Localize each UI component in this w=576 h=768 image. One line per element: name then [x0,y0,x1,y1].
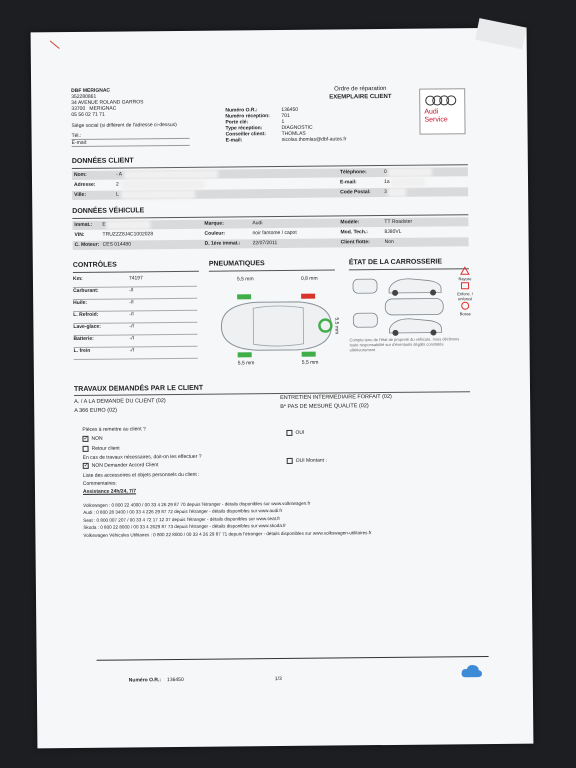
checkbox-icon[interactable] [83,446,89,452]
control-coolant-value: -/I [129,311,134,318]
control-brake-label: L. frein [73,347,91,354]
vehicle-vin-value: TRUZZZ8J4C1002028 [102,231,154,238]
legend-bump: Bosse [459,311,471,317]
option-non-accord[interactable] [83,462,159,469]
redaction [123,181,203,187]
tyre-fl [237,294,251,299]
control-washer-value: -/I [129,323,134,330]
control-fuel-label: Carburant: [73,287,99,295]
audi-brand: Audi [424,108,439,116]
client-phone-value: 0 [383,168,387,176]
client-email-row [340,179,423,186]
order-title: Ordre de réparation [334,85,387,93]
checkbox-checked-icon[interactable]: ✓ [83,462,89,469]
pen-mark [50,40,60,48]
question-works: En cas de travaux nécessaires, doit-on les effectuer ? [82,453,202,461]
control-battery-label: Batterie: [73,335,94,342]
dealer-block [71,87,222,147]
vehicle-immat-row [74,221,148,228]
works-right [280,393,392,412]
vehicle-fleet-label: Client flotte: [340,239,370,246]
audi-ring-icon [446,95,456,105]
client-phone-row [340,169,430,176]
advisor-email-value: nicolas.thomlas@dbf-autos.fr [281,136,347,143]
vehicle-brand-value: Audi [252,220,263,227]
vehicle-vin-row [74,231,153,238]
controls-rule [73,271,199,273]
client-address-row [74,181,203,188]
legend-dent: Enfonc. / enfoncé [457,291,474,302]
contact-line: Skoda : 0 800 22 8000 / 00 33 4 2629 87 73 depuis l'étranger - détails disponibles sur www.skoda.fr [83,523,286,531]
contact-line: Audi : 0 800 28 3400 / 00 33 4 226 29 87 72 depuis l'étranger - détails disponibles sur www.audi.fr [83,508,283,516]
vehicle-brand-label: Marque: [204,220,224,227]
vehicle-model-value: TT Roadster [384,218,413,226]
vehicle-immat-label: Immat.: [74,221,93,228]
audi-service: Service [424,116,448,124]
tyre-rl [238,352,252,357]
repair-order-page [31,28,534,749]
redaction [390,189,404,194]
vehicle-section-title: DONNÉES VÉHICULE [72,207,145,216]
client-zip-label: Code Postal: [340,189,371,196]
client-city-row [74,191,193,198]
redaction [109,222,149,227]
scratch-triangle-icon [460,266,470,275]
client-address-label: Adresse: [74,181,96,188]
control-km-label: Km: [72,275,83,283]
vehicle-tech-value: 8J80VL [384,228,402,236]
redaction [393,179,423,184]
client-email-label: E-mail: [340,179,357,186]
control-washer-label: Lave-glace: [73,323,101,330]
body-section-title: ÉTAT DE LA CARROSSERIE [348,258,443,267]
accessories-label: Liste des accessoires et objets personnels du client : [82,471,200,479]
advisor-label: Conseiller client: [225,131,266,138]
vehicle-vin-label: VIN: [74,231,85,238]
vehicle-engine-value: CES 014480 [102,241,132,248]
works-section-title: TRAVAUX DEMANDÉS PAR LE CLIENT [73,384,204,393]
car-top-view [385,298,443,315]
order-header [329,85,391,102]
client-city-label: Ville: [74,191,87,198]
control-fuel-value: -/I [129,287,134,294]
controls-list [65,275,206,366]
dealer-zip: 33700 [71,105,86,113]
tyre-side-label: 5,5 mm [333,317,340,335]
option-non-label: NON [91,435,103,442]
option-oui-montant[interactable] [287,458,327,464]
vehicle-regdate-row [205,240,278,247]
order-subtitle: EXEMPLAIRE CLIENT [329,93,392,101]
redaction [123,191,193,197]
key-label: Porte clé: [225,119,249,126]
client-section-title: DONNÉES CLIENT [71,157,134,166]
vehicle-immat-value: E [102,221,106,228]
assistance-contacts [83,498,523,539]
tyre-diagram [207,273,342,366]
dealer-street: 34 AVENUE ROLAND GARROS [71,99,144,107]
control-battery-value: -/I [129,335,134,342]
tyre-rr-label: 5,5 mm [301,359,319,366]
reception-no-value: 701 [281,112,290,119]
vehicle-tech-label: Mod. Tech.: [340,229,368,236]
option-oui[interactable] [286,430,304,436]
vehicle-color-row [204,230,296,237]
checkbox-icon[interactable] [287,458,293,464]
cloud-logo-icon [461,664,483,678]
order-no-label: Numéro O.R.: [225,107,258,114]
dealer-phone: 05 56 02 71 71 [71,111,105,119]
assistance-label: Assistance 24h/24, 7/7 [82,488,137,495]
works-left [74,397,166,416]
vehicle-regdate-value: 22/07/2011 [252,240,278,247]
client-name-label: Nom: [73,171,87,178]
body-note: Compte tenu de l'état de propreté du véhicule, nous déclinons toute responsabilité sur d'éventuels dégâts constatés ultérieurement [349,336,460,353]
client-zip-value: 3 [384,188,387,196]
option-non-accord-label: NON Demander Accord Client [91,462,159,469]
control-km-value: 74197 [128,275,143,282]
client-email-value: 1a [383,178,390,186]
car-rear-view [353,313,377,327]
redaction [390,169,430,174]
contact-line: Volkswagen : 0 800 22 4000 / 00 33 4 26 29 87 70 depuis l'étranger - détails disponibles sur www.volkswagen.fr [83,500,311,508]
siege-tel: Tél.: [72,132,190,140]
damage-legend [453,266,477,316]
work-item: ENTRETIEN INTERMEDIAIRE FORFAIT (02) [280,393,392,402]
vehicle-brand-row [204,220,262,227]
legend-scratch: Rayure [458,276,472,282]
control-brake [74,347,198,360]
order-no-value: 136450 [281,106,299,113]
paper-corner [475,18,526,49]
client-name-value: - A [115,171,123,178]
option-retour-label: Retour client [91,445,120,452]
footer-order-label: Numéro O.R.: [128,677,162,684]
work-item: A 366 EURO (02) [74,407,118,414]
option-retour[interactable] [83,446,120,452]
footer-page: 1/3 [274,676,282,683]
comments-label: Commentaires: [82,480,117,487]
vehicle-engine-row [75,241,131,248]
control-coolant-label: L. Refroid: [73,311,99,318]
tyre-fr [301,294,315,299]
tyres-rule [209,269,335,271]
tyre-fl-label: 5,5 mm [236,276,254,283]
vehicle-fleet-row [341,239,394,246]
reception-type-label: Type réception: [225,125,263,132]
siege-email: E-mail: [72,139,190,147]
checkbox-icon[interactable] [286,430,292,436]
client-phone-label: Téléphone: [339,169,367,176]
footer-order-value: 136450 [167,676,184,684]
dealer-name: DBF MERIGNAC [71,87,111,95]
car-body-diagram [349,272,450,339]
tyre-fr-label: 0,8 mm [300,275,318,282]
client-address-value: 2 [116,181,119,188]
option-oui-label: OUI [295,429,305,436]
tyre-rr [302,352,316,357]
audi-service-logo [419,88,465,134]
footer-rule [97,656,489,661]
vehicle-model-row [340,219,412,226]
work-item: A. / A LA DEMANDE DU CLIENT (02) [74,398,166,405]
order-info [225,106,415,144]
question-parts: Pièces à remettre au client ? [82,426,146,433]
key-value: 1 [281,118,285,125]
siege-note: Siège social (si différent de l'adresse ci-dessus) [71,121,177,130]
bump-circle-icon [460,301,470,310]
tyre-rl-label: 5,5 mm [237,360,255,367]
dealer-city: MERIGNAC [89,105,117,112]
car-front-view [353,279,377,293]
footer-order [129,677,184,684]
vehicle-engine-label: C. Moteur: [74,241,100,248]
work-item: B* PAS DE MESURE QUALITE (02) [280,403,369,411]
redaction [126,171,216,177]
checkbox-checked-icon[interactable]: ✓ [83,435,89,442]
vehicle-model-label: Modèle: [340,219,360,226]
control-brake-value: -/I [129,347,135,354]
dent-square-icon [460,281,470,290]
reception-type-value: DIAGNOSTIC [281,124,313,131]
contact-line: Volkswagen Véhicules Utilitaires : 0 800 22 8000 / 00 33 4 26 29 87 71 depuis l'étranger - détails disponibles sur www.volkswagen-utilitaires.fr [83,529,372,538]
control-oil-label: Huile: [73,299,88,307]
client-city-value: L [116,191,119,198]
reception-no-label: Numéro réception: [225,113,270,120]
vehicle-regdate-label: D. 1ère immat.: [204,240,241,247]
vehicle-tech-row [340,229,401,236]
vehicle-color-label: Couleur: [204,230,226,237]
tyres-section-title: PNEUMATIQUES [208,260,265,268]
advisor-email-label: E-mail: [225,137,243,144]
vehicle-color-value: noir fantome / capot [252,229,297,237]
option-oui-montant-label: OUI Montant : [295,457,327,464]
body-rule [349,268,469,270]
dealer-code: 352280861 [71,93,97,101]
controls-section-title: CONTRÔLES [72,261,117,270]
option-non[interactable] [82,436,102,442]
contact-line: Seat : 0 800 007 207 / 00 33 4 72 17 12 37 depuis l'étranger - détails disponibles sur www.seat.fr [83,515,281,523]
vehicle-fleet-value: Non [384,238,394,246]
advisor-value: THOMLAS [281,130,306,137]
client-zip-row [340,189,404,196]
control-oil-value: -/I [129,299,134,306]
